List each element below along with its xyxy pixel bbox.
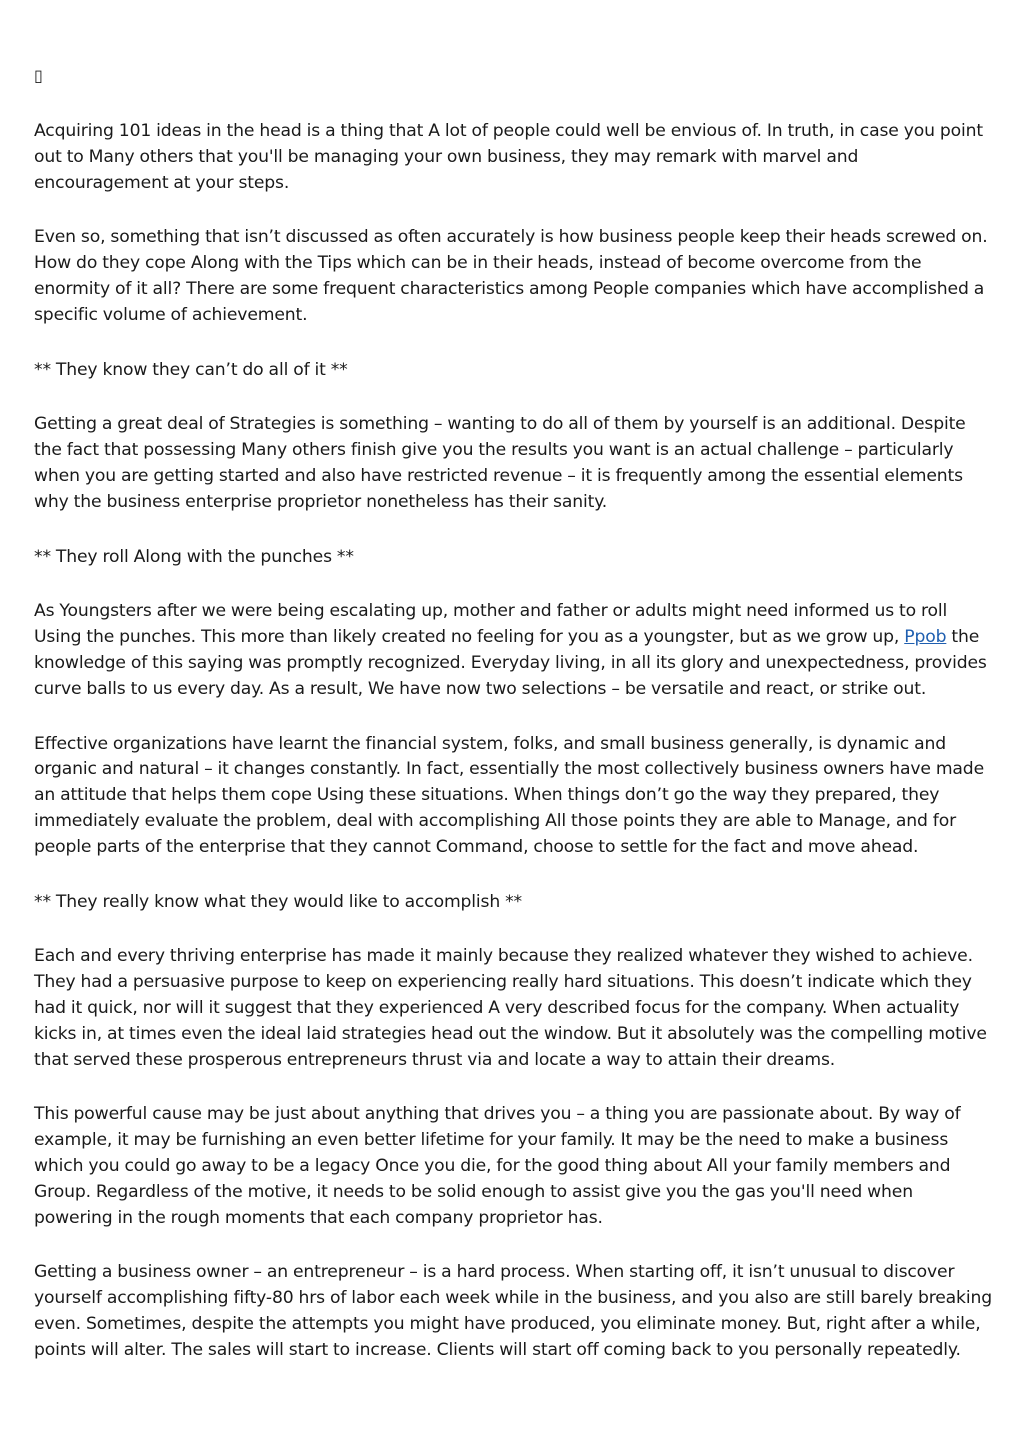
heading-roll-with-punches: ** They roll Along with the punches ** [34,546,354,567]
paragraph-youngsters-text-before: As Youngsters after we were being escalating up, mother and father or adults might need informed us to roll Using the punches. This more than likely created no feeling for you as a youngster, but as we grow up, [34,601,948,648]
paragraph-powerful-cause: This powerful cause may be just about anything that drives you – a thing you are passionate about. By way of example, it may be furnishing an even better lifetime for your family. It may be the need to make a business which you could go away to be a legacy Once you die, for the good thing about All your family members and Group. Regardless of the motive, it needs to be solid enough to assist give you the gas you'll need when powering in the rough moments that each company proprietor has. [34,1104,961,1228]
heading-know-what-to-accomplish: ** They really know what they would like to accomplish ** [34,891,523,912]
heading-cant-do-all: ** They know they can’t do all of it ** [34,359,348,380]
paragraph-youngsters-text-after: the knowledge of this saying was promptly recognized. Everyday living, in all its glory and unexpectedness, provides curve balls to us every day. As a result, We have now two selections – be versatile and react, or strike out. [34,627,987,699]
paragraph-intro: Acquiring 101 ideas in the head is a thing that A lot of people could well be envious of. In truth, in case you point out to Many others that you'll be managing your own business, they may remark with marvel and encouragement at your steps. [34,121,983,193]
paragraph-heads-screwed-on: Even so, something that isn’t discussed as often accurately is how business people keep their heads screwed on. How do they cope Along with the Tips which can be in their heads, instead of become overcome from the enormity of it all? There are some frequent characteristics among People companies which have accomplished a specific volume of achievement. [34,227,988,325]
paragraph-youngsters [34,599,992,702]
paragraph-business-owner: Getting a business owner – an entrepreneur – is a hard process. When starting off, it isn’t unusual to discover yourself accomplishing fifty-80 hrs of labor each week while in the business, and you also are still barely breaking even. Sometimes, despite the attempts you might have produced, you eliminate money. But, right after a while, points will alter. The sales will start to increase. Clients will start off coming back to you personally repeatedly. [34,1262,992,1360]
paragraph-thriving-enterprise: Each and every thriving enterprise has made it mainly because they realized whatever they wished to achieve. They had a persuasive purpose to keep on experiencing really hard situations. This doesn’t indicate which they had it quick, nor will it suggest that they experienced A very described focus for the company. When actuality kicks in, at times even the ideal laid strategies head out the window. But it absolutely was the compelling motive that served these prosperous entrepreneurs thrust via and locate a way to attain their dreams. [34,946,987,1070]
document-page [34,66,992,1392]
paragraph-effective-organizations: Effective organizations have learnt the financial system, folks, and small business generally, is dynamic and organic and natural – it changes constantly. In fact, essentially the most collectively business owners have made an attitude that helps them cope Using these situations. When things don’t go the way they prepared, they immediately evaluate the problem, deal with accomplishing All those points they are able to Manage, and for people parts of the enterprise that they cannot Command, choose to settle for the fact and move ahead. [34,733,984,857]
ppob-link[interactable]: Ppob [904,627,947,648]
paragraph-strategies: Getting a great deal of Strategies is something – wanting to do all of them by yourself is an additional. Despite the fact that possessing Many others finish give you the results you want is an actual challenge – particularly when you are getting started and also have restricted revenue – it is frequently among the essential elements why the business enterprise proprietor nonetheless has their sanity. [34,414,966,512]
missing-glyph-icon: ▯ [34,66,43,85]
